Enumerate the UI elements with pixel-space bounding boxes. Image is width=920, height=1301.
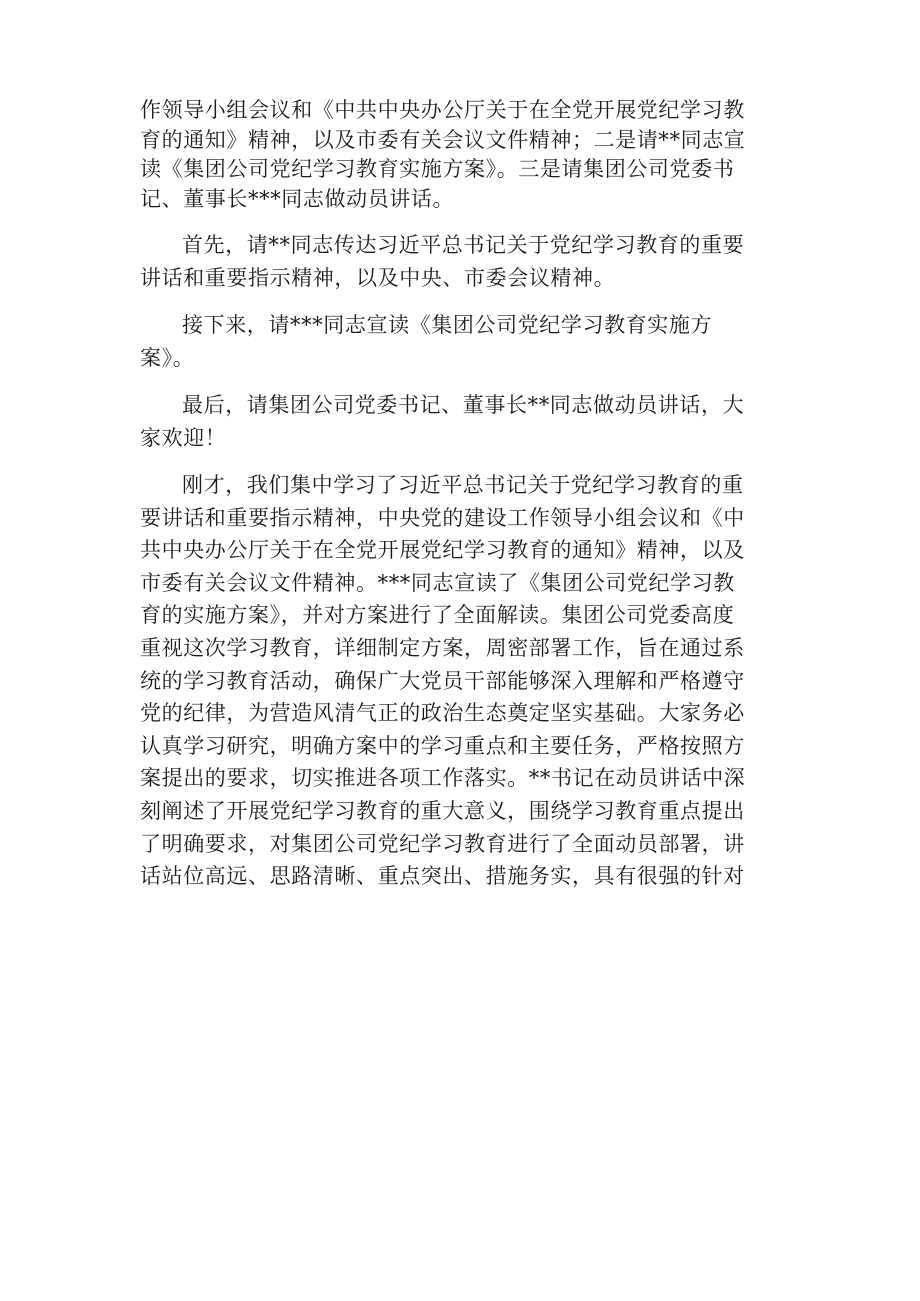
paragraph-continued [140, 96, 782, 214]
text-line: 育的通知》精神，以及市委有关会议文件精神；二是请**同志宣 [140, 127, 746, 152]
text-line: 育的实施方案》，并对方案进行了全面解读。集团公司党委高度 [140, 603, 735, 628]
text-line: 话站位高远、思路清晰、重点突出、措施务实，具有很强的针对 [140, 864, 745, 889]
text-line: 首先，请**同志传达习近平总书记关于党纪学习教育的重要 [182, 233, 745, 257]
document-body [140, 96, 782, 908]
text-line: 案提出的要求，切实推进各项工作落实。**书记在动员讲话中深 [140, 766, 746, 791]
paragraph-first-step [140, 229, 782, 294]
text-line: 刚才，我们集中学习了习近平总书记关于党纪学习教育的重 [182, 473, 744, 497]
text-line: 最后，请集团公司党委书记、董事长**同志做动员讲话，大 [182, 393, 745, 417]
paragraph-summary [140, 469, 782, 893]
text-line: 记、董事长***同志做动员讲话。 [140, 186, 455, 211]
paragraph-final-step [140, 389, 782, 454]
text-line: 讲话和重要指示精神，以及中央、市委会议精神。 [140, 265, 616, 290]
text-line: 了明确要求，对集团公司党纪学习教育进行了全面动员部署，讲 [140, 831, 745, 856]
text-line: 统的学习教育活动，确保广大党员干部能够深入理解和严格遵守 [140, 668, 745, 693]
text-line: 案》。 [140, 345, 195, 370]
text-line: 认真学习研究，明确方案中的学习重点和主要任务，严格按照方 [140, 733, 745, 758]
text-line: 家欢迎！ [140, 425, 227, 450]
text-line: 读《集团公司党纪学习教育实施方案》。三是请集团公司党委书 [140, 157, 735, 181]
paragraph-next-step [140, 309, 782, 374]
text-line: 作领导小组会议和《中共中央办公厅关于在全党开展党纪学习教 [140, 98, 745, 122]
text-line: 市委有关会议文件精神。***同志宣读了《集团公司党纪学习教 [140, 570, 735, 595]
text-line: 共中央办公厅关于在全党开展党纪学习教育的通知》精神，以及 [140, 538, 745, 563]
text-line: 接下来，请***同志宣读《集团公司党纪学习教育实施方 [182, 313, 713, 337]
text-line: 刻阐述了开展党纪学习教育的重大意义，围绕学习教育重点提出 [140, 798, 745, 823]
text-line: 党的纪律，为营造风清气正的政治生态奠定坚实基础。大家务必 [140, 701, 745, 726]
text-line: 要讲话和重要指示精神，中央党的建设工作领导小组会议和《中 [140, 505, 745, 530]
text-line: 重视这次学习教育，详细制定方案，周密部署工作，旨在通过系 [140, 635, 745, 660]
